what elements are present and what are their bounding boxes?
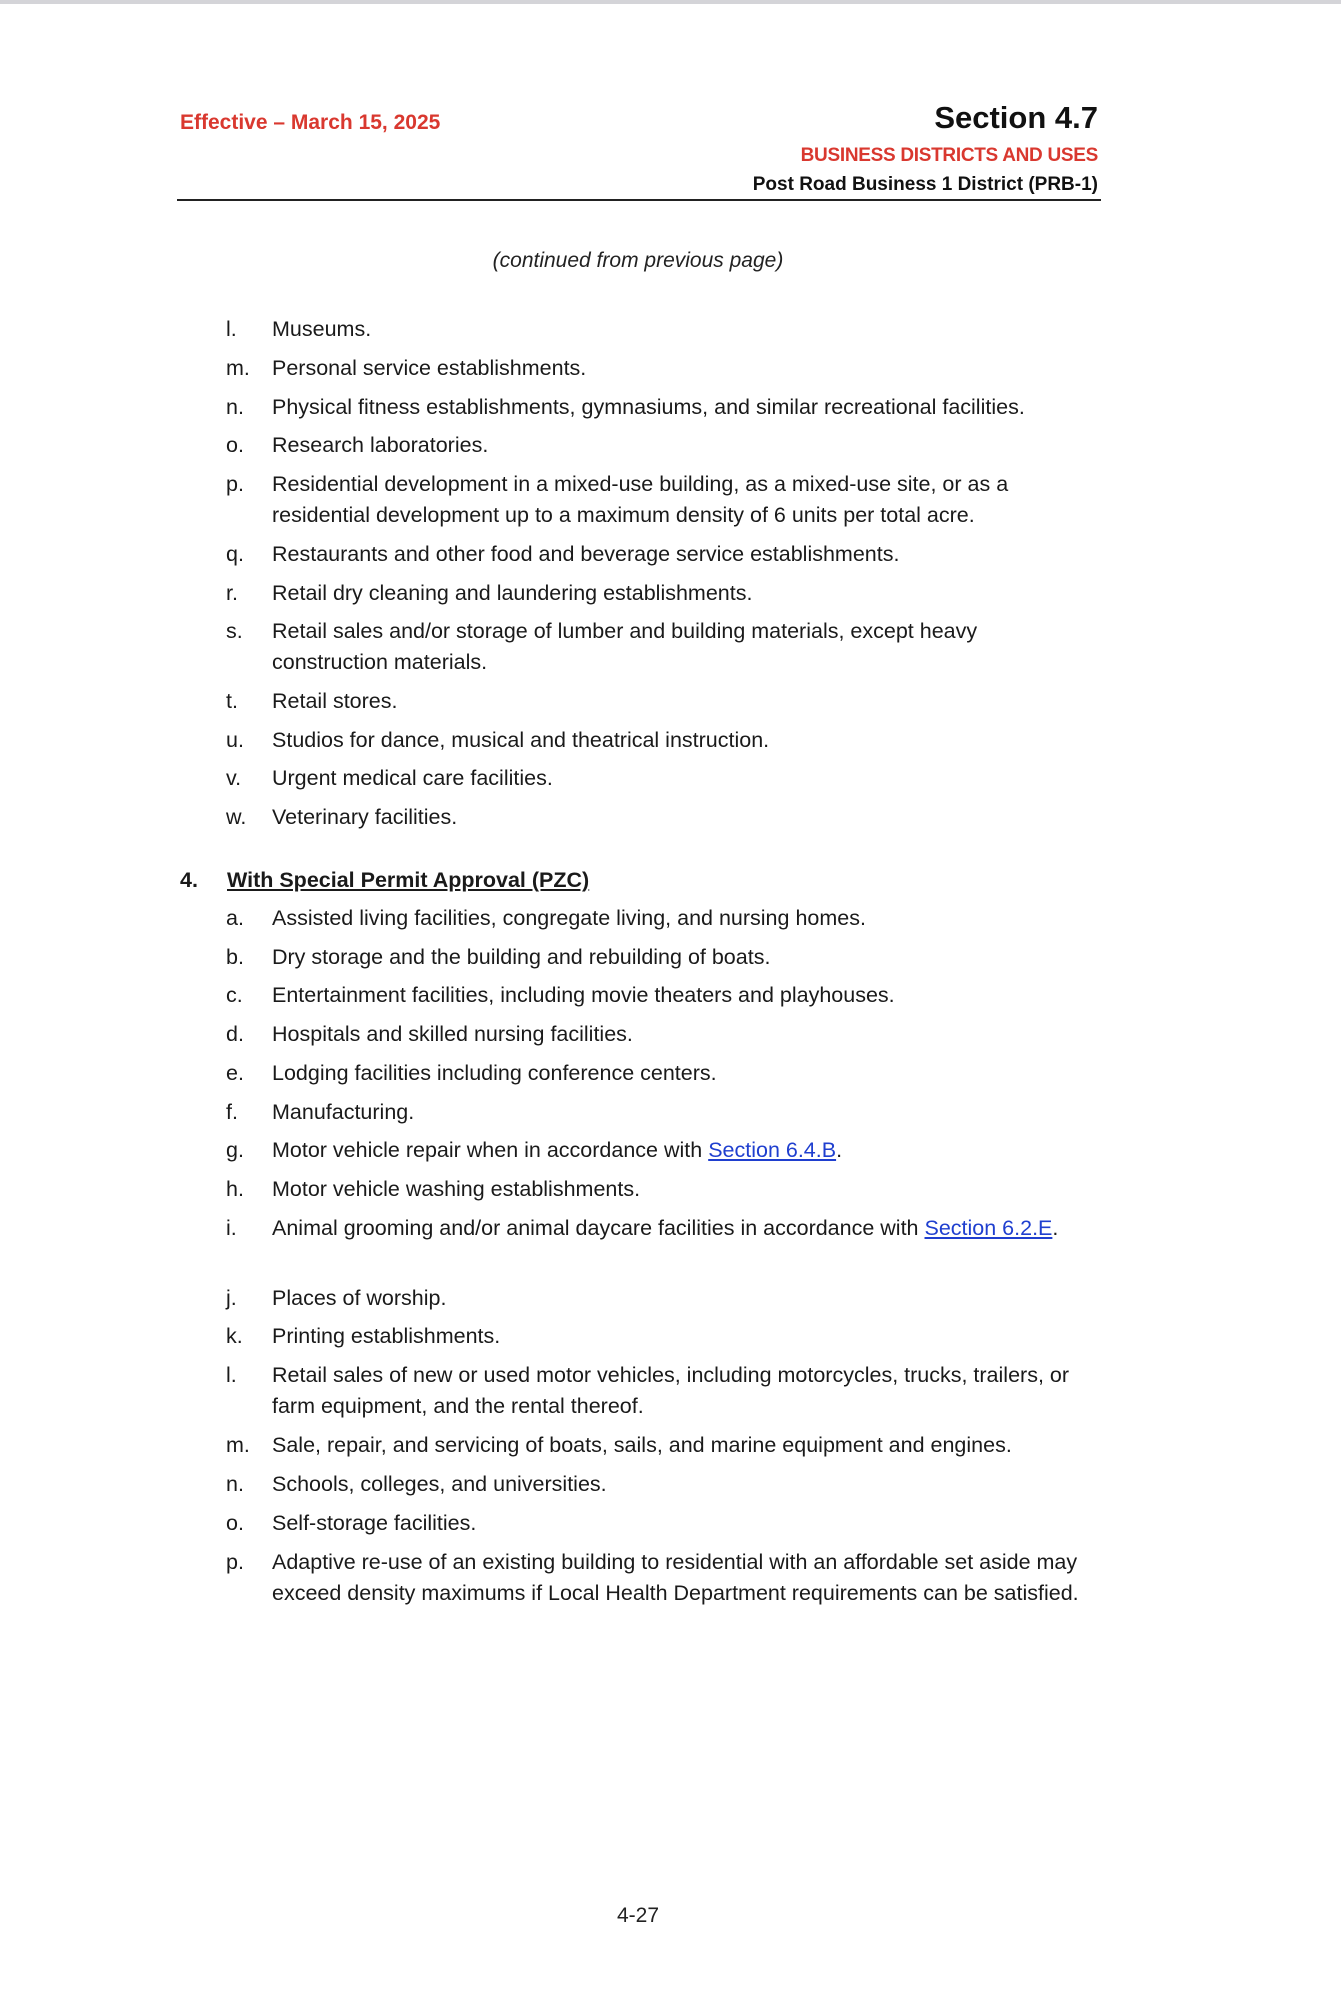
item-text <box>272 1213 1072 1244</box>
item-text: Dry storage and the building and rebuilding of boats. <box>272 945 771 969</box>
item-text: Motor vehicle washing establishments. <box>272 1177 641 1201</box>
item-text: Manufacturing. <box>272 1100 415 1124</box>
item-label: l. <box>226 317 237 341</box>
item-text: Self-storage facilities. <box>272 1511 477 1535</box>
item-text: Physical fitness establishments, gymnasiums, and similar recreational facilities. <box>272 395 1025 419</box>
item-label: l. <box>226 1363 237 1387</box>
item-label: n. <box>226 395 244 419</box>
item-text-body: Motor vehicle repair when in accordance with <box>272 1138 709 1162</box>
item-text: Studios for dance, musical and theatrical instruction. <box>272 728 770 752</box>
item-label: k. <box>226 1324 243 1348</box>
item-text: Lodging facilities including conference centers. <box>272 1061 717 1085</box>
item-label: j. <box>226 1286 237 1310</box>
item-text: Museums. <box>272 317 372 341</box>
item-text: Veterinary facilities. <box>272 805 458 829</box>
item-label: p. <box>226 472 244 496</box>
effective-date: Effective – March 15, 2025 <box>180 111 441 134</box>
section-6-4-b-link[interactable]: Section 6.4.B <box>708 1138 837 1162</box>
item-label: o. <box>226 1511 244 1535</box>
item-label: o. <box>226 433 244 457</box>
item-text: Retail dry cleaning and laundering establishments. <box>272 581 753 605</box>
item-label: i. <box>226 1216 237 1240</box>
item-text: Assisted living facilities, congregate living, and nursing homes. <box>272 906 866 930</box>
header-rule <box>177 199 1101 201</box>
section-category: BUSINESS DISTRICTS AND USES <box>800 145 1098 166</box>
item-text: Retail sales of new or used motor vehicles, including motorcycles, trucks, trailers, or farm equipment, and the rental thereof. <box>272 1363 1070 1418</box>
item-label: e. <box>226 1061 244 1085</box>
document-page <box>0 4 1341 2003</box>
district-name: Post Road Business 1 District (PRB-1) <box>752 174 1098 195</box>
section-6-2-e-link[interactable]: Section 6.2.E <box>924 1216 1053 1240</box>
item-label: c. <box>226 983 243 1007</box>
item-text: Retail sales and/or storage of lumber and building materials, except heavy construction materials. <box>272 619 978 674</box>
continued-note: (continued from previous page) <box>492 249 784 272</box>
page-number: 4-27 <box>616 1904 660 1927</box>
item-text: Schools, colleges, and universities. <box>272 1472 607 1496</box>
item-text <box>272 1135 1097 1166</box>
item-text: Printing establishments. <box>272 1324 501 1348</box>
item-label: f. <box>226 1100 238 1124</box>
item-label: s. <box>226 619 243 643</box>
item-text-body: Animal grooming and/or animal daycare facilities in accordance with <box>272 1216 925 1240</box>
item-text-end: . <box>836 1138 843 1162</box>
item-label: t. <box>226 689 238 713</box>
item-text-end: . <box>1052 1216 1059 1240</box>
item-text: Residential development in a mixed-use building, as a mixed-use site, or as a residential development up to a maximum density of 6 units per total acre. <box>272 472 1009 527</box>
item-label: w. <box>226 805 247 829</box>
item-text: Adaptive re-use of an existing building to residential with an affordable set aside may exceed density maximums if Local Health Department requirements can be satisfied. <box>272 1550 1079 1605</box>
item-text: Personal service establishments. <box>272 356 587 380</box>
section-heading: With Special Permit Approval (PZC) <box>227 868 590 892</box>
item-text: Sale, repair, and servicing of boats, sails, and marine equipment and engines. <box>272 1433 1012 1457</box>
item-text: Retail stores. <box>272 689 398 713</box>
item-label: r. <box>226 581 238 605</box>
item-text: Places of worship. <box>272 1286 447 1310</box>
item-label: m. <box>226 356 250 380</box>
item-text: Research laboratories. <box>272 433 489 457</box>
item-text: Restaurants and other food and beverage service establishments. <box>272 542 900 566</box>
item-label: m. <box>226 1433 250 1457</box>
item-label: h. <box>226 1177 244 1201</box>
item-label: n. <box>226 1472 244 1496</box>
section-number-4: 4. <box>180 868 198 892</box>
item-label: a. <box>226 906 244 930</box>
item-label: b. <box>226 945 244 969</box>
item-text: Entertainment facilities, including movie theaters and playhouses. <box>272 983 895 1007</box>
item-text: Urgent medical care facilities. <box>272 766 553 790</box>
item-label: v. <box>226 766 242 790</box>
item-label: p. <box>226 1550 244 1574</box>
item-label: u. <box>226 728 244 752</box>
section-number: Section 4.7 <box>934 100 1098 135</box>
item-label: g. <box>226 1138 244 1162</box>
item-label: d. <box>226 1022 244 1046</box>
item-text: Hospitals and skilled nursing facilities. <box>272 1022 633 1046</box>
item-label: q. <box>226 542 244 566</box>
